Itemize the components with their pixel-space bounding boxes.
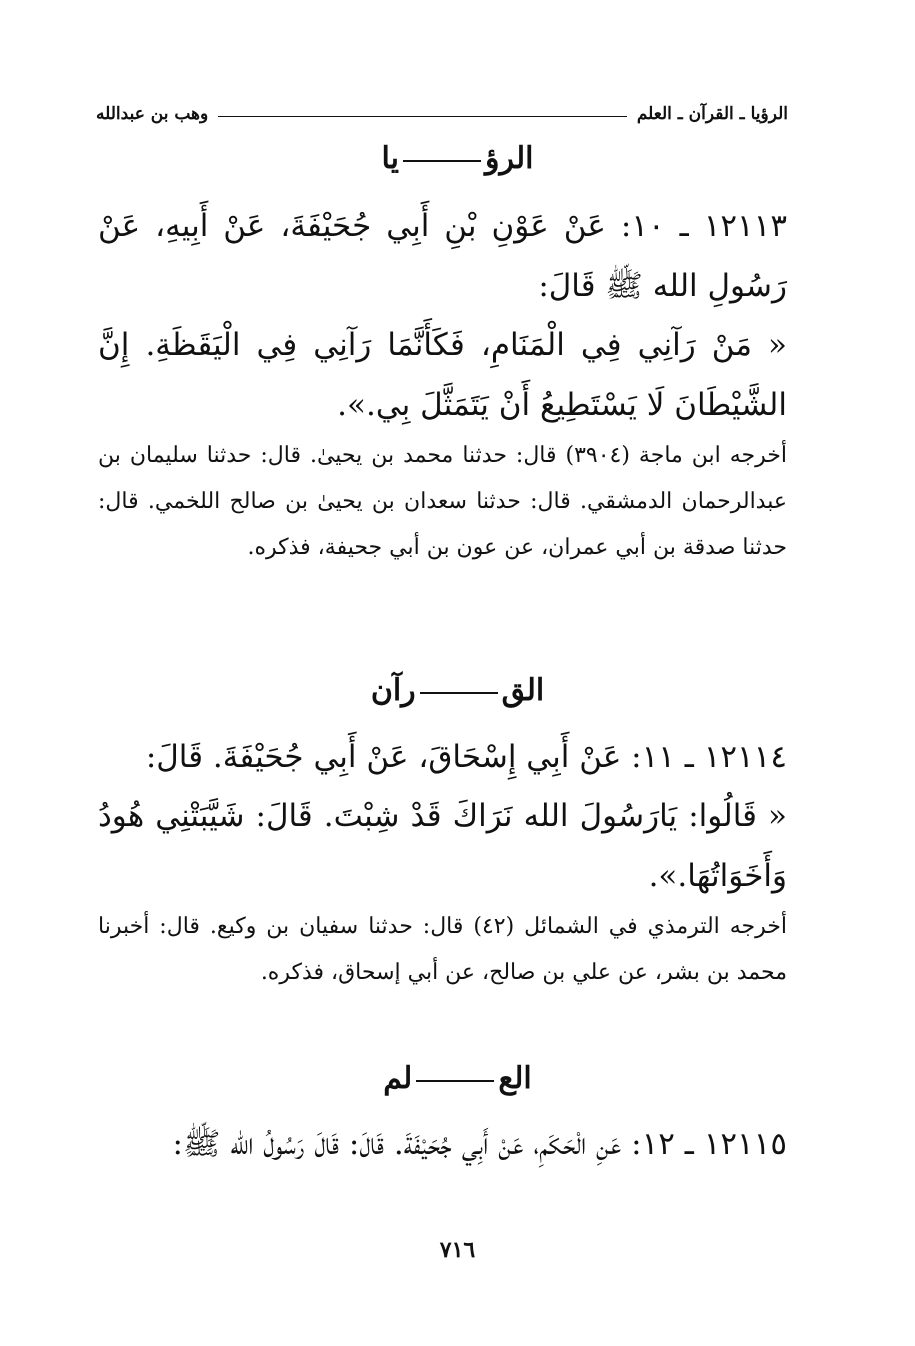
hadith-12115-isnad: ١٢١١٥ ـ ١٢: عَنِ الْحَكَمِ، عَنْ أَبِي جُحَيْفَةَ. قَالَ: قَالَ رَسُولُ الله ﷺ: xyxy=(172,1126,787,1162)
header-narrator-name: وهب بن عبدالله xyxy=(96,104,209,124)
hadith-12113-matn: « مَنْ رَآنِي فِي الْمَنَامِ، فَكَأَنَّمَا رَآنِي فِي الْيَقَظَةِ. إِنَّ الشَّيْطَانَ لَا يَسْتَطِيعُ أَنْ يَتَمَثَّلَ بِي.». xyxy=(98,327,787,423)
hadith-12114-matn: « قَالُوا: يَارَسُولَ الله نَرَاكَ قَدْ شِبْتَ. قَالَ: شَيَّبَتْنِي هُودُ وَأَخَوَاتُهَا.». xyxy=(98,798,787,894)
running-header xyxy=(96,101,788,127)
hadith-12114-source: أخرجه الترمذي في الشمائل (٤٢) قال: حدثنا سفيان بن وكيع. قال: أخبرنا محمد بن بشر، عن علي بن صالح، عن أبي إسحاق، فذكره. xyxy=(98,914,787,985)
page-number: ٧١٦ xyxy=(439,1237,476,1263)
section-title-ilm: العلم xyxy=(383,1061,532,1096)
header-chapter-title: الرؤيا ـ القرآن ـ العلم xyxy=(636,104,788,124)
hadith-12113-source: أخرجه ابن ماجة (٣٩٠٤) قال: حدثنا محمد بن يحيىٰ. قال: حدثنا سليمان بن عبدالرحمان الدمشقي. قال: حدثنا سعدان بن يحيىٰ بن صالح اللخمي. قال: حدثنا صدقة بن أبي عمران، عن عون بن أبي جحيفة، فذكره. xyxy=(98,443,787,560)
section-title-quran: القرآن xyxy=(370,673,545,708)
hadith-12114-isnad: ١٢١١٤ ـ ١١: عَنْ أَبِي إِسْحَاقَ، عَنْ أَبِي جُحَيْفَةَ. قَالَ: xyxy=(145,739,787,775)
hadith-12113-isnad: ١٢١١٣ ـ ١٠: عَنْ عَوْنِ بْنِ أَبِي جُحَيْفَةَ، عَنْ أَبِيهِ، عَنْ رَسُولِ الله ﷺ قَالَ: xyxy=(98,208,787,304)
section-title-ruya: الرؤيا xyxy=(381,141,534,176)
header-rule xyxy=(218,116,627,117)
